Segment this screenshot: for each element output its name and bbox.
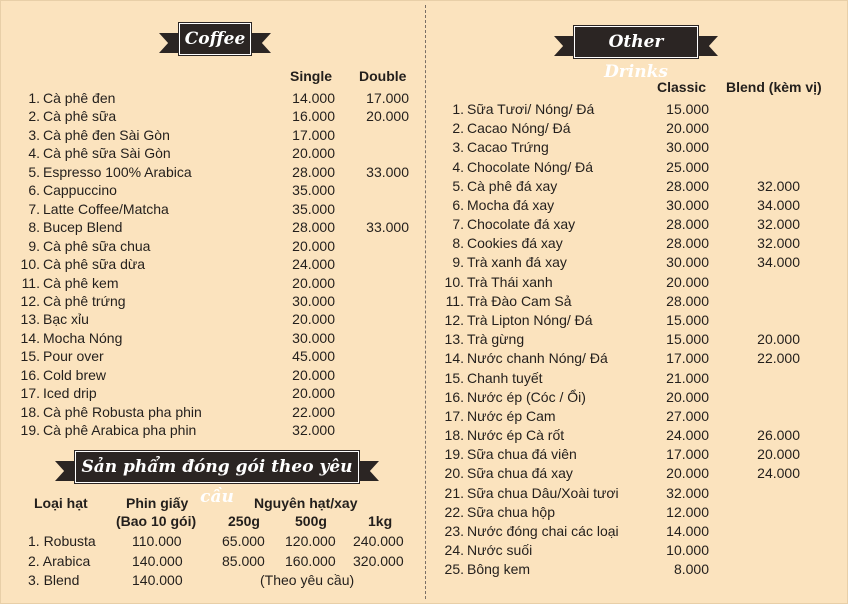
item-name: Mocha đá xay (467, 196, 555, 213)
item-number: 12. (444, 311, 464, 328)
item-price-classic: 20.000 (666, 388, 709, 405)
packaged-row-500g: 160.000 (285, 553, 336, 569)
item-number: 9. (28, 237, 40, 254)
item-number: 2. (452, 120, 464, 137)
item-number: 24. (444, 542, 464, 559)
other-drinks-banner (554, 26, 718, 82)
item-price-blend: 20.000 (757, 446, 800, 463)
item-number: 3. (28, 126, 40, 143)
packaged-col-1kg: 1kg (368, 513, 393, 529)
packaged-title: Sản phẩm đóng gói theo yêu cầu (75, 451, 359, 483)
item-name: Sữa chua đá xay (467, 465, 573, 482)
item-number: 12. (20, 292, 40, 309)
item-name: Nước ép Cam (467, 407, 556, 424)
item-name: Bông kem (467, 561, 531, 578)
item-number: 9. (452, 254, 464, 271)
item-number: 17. (444, 407, 464, 424)
packaged-row-250g: 65.000 (222, 533, 265, 549)
item-price-classic: 14.000 (666, 522, 709, 539)
item-name: Cà phê sữa dừa (43, 256, 146, 273)
item-number: 1. (28, 90, 40, 106)
item-name: Sữa chua đá viên (467, 446, 577, 463)
item-price-classic: 24.000 (666, 427, 709, 444)
packaged-row-250g: 85.000 (222, 553, 265, 569)
item-number: 15. (444, 369, 464, 386)
item-number: 1. (452, 101, 464, 117)
packaged-col-250g: 250g (228, 513, 260, 529)
packaged-row-name: 1. Robusta (28, 533, 96, 549)
item-price-double: 20.000 (366, 108, 409, 125)
item-name: Trà gừng (467, 331, 525, 348)
item-price-classic: 17.000 (666, 446, 709, 463)
item-name: Cà phê đen Sài Gòn (43, 126, 170, 143)
item-price-single: 22.000 (292, 403, 335, 420)
coffee-col-double: Double (359, 68, 407, 84)
packaged-col-filter: Phin giấy (126, 495, 189, 511)
item-number: 19. (444, 446, 464, 463)
item-number: 15. (20, 348, 40, 365)
packaged-col-bean: Nguyên hạt/xay (254, 495, 358, 511)
item-price-classic: 30.000 (666, 196, 709, 213)
item-name: Pour over (43, 348, 104, 365)
packaged-row-note: (Theo yêu cầu) (260, 572, 355, 588)
item-price-single: 28.000 (292, 163, 335, 180)
item-name: Trà Đào Cam Sả (467, 292, 572, 309)
item-number: 23. (444, 522, 464, 539)
item-number: 11. (21, 274, 40, 291)
item-name: Cacao Trứng (467, 139, 549, 156)
item-price-classic: 20.000 (666, 465, 709, 482)
item-name: Nước ép (Cóc / Ổi) (467, 388, 586, 405)
item-price-single: 20.000 (292, 366, 335, 383)
item-price-blend: 32.000 (757, 235, 800, 252)
item-name: Bạc xỉu (43, 311, 89, 328)
packaged-row-name: 2. Arabica (28, 553, 91, 569)
item-number: 20. (444, 465, 464, 482)
item-price-classic: 10.000 (666, 542, 709, 559)
packaged-row-name: 3. Blend (28, 572, 80, 588)
item-price-classic: 21.000 (666, 369, 709, 386)
item-name: Nước ép Cà rốt (467, 427, 565, 444)
item-price-single: 20.000 (292, 274, 335, 291)
packaged-col-filter-sub: (Bao 10 gói) (116, 513, 197, 529)
item-name: Mocha Nóng (43, 329, 123, 346)
item-name: Cà phê kem (43, 274, 119, 291)
item-number: 6. (452, 196, 464, 213)
item-number: 22. (444, 503, 464, 520)
item-price-single: 16.000 (292, 108, 335, 125)
item-price-blend: 34.000 (757, 196, 800, 213)
item-number: 13. (444, 331, 464, 348)
item-name: Cacao Nóng/ Đá (467, 120, 571, 137)
item-price-double: 17.000 (366, 90, 409, 106)
item-price-double: 33.000 (366, 219, 409, 236)
packaged-row-1kg: 240.000 (353, 533, 404, 549)
item-price-single: 30.000 (292, 292, 335, 309)
item-price-single: 20.000 (292, 237, 335, 254)
item-price-single: 24.000 (292, 256, 335, 273)
item-price-classic: 28.000 (666, 177, 709, 194)
item-price-single: 14.000 (292, 90, 335, 106)
item-price-blend: 20.000 (757, 331, 800, 348)
item-number: 10. (20, 256, 40, 273)
item-price-blend: 26.000 (757, 427, 800, 444)
item-number: 10. (444, 273, 464, 290)
item-name: Trà Thái xanh (467, 273, 553, 290)
item-name: Latte Coffee/Matcha (43, 200, 169, 217)
item-price-classic: 15.000 (666, 311, 709, 328)
item-name: Cà phê Robusta pha phin (43, 403, 202, 420)
item-name: Nước đóng chai các loại (467, 522, 619, 539)
item-name: Cà phê sữa chua (43, 237, 151, 254)
item-name: Cà phê Arabica pha phin (43, 422, 197, 439)
item-number: 8. (452, 235, 464, 252)
item-price-single: 17.000 (292, 126, 335, 143)
item-number: 5. (28, 163, 40, 180)
item-number: 8. (28, 219, 40, 236)
item-number: 4. (452, 158, 464, 175)
item-number: 13. (20, 311, 40, 328)
item-price-blend: 32.000 (757, 216, 800, 233)
item-price-single: 45.000 (292, 348, 335, 365)
item-name: Cà phê sữa Sài Gòn (43, 145, 171, 162)
item-price-single: 35.000 (292, 200, 335, 217)
item-name: Chocolate đá xay (467, 216, 576, 233)
item-price-classic: 25.000 (666, 158, 709, 175)
item-number: 6. (28, 182, 40, 199)
other-col-blend: Blend (kèm vị) (726, 79, 822, 95)
item-number: 25. (444, 561, 464, 578)
item-price-single: 28.000 (292, 219, 335, 236)
item-number: 3. (452, 139, 464, 156)
item-price-classic: 27.000 (666, 407, 709, 424)
item-price-single: 20.000 (292, 145, 335, 162)
other-drinks-title: Other Drinks (574, 26, 698, 58)
item-name: Chanh tuyết (467, 369, 543, 386)
item-price-blend: 24.000 (757, 465, 800, 482)
item-price-single: 20.000 (292, 311, 335, 328)
item-number: 14. (20, 329, 40, 346)
item-name: Sữa chua hộp (467, 503, 555, 520)
item-name: Trà Lipton Nóng/ Đá (467, 311, 593, 328)
packaged-row-filter: 110.000 (132, 533, 182, 549)
item-number: 17. (20, 385, 40, 402)
item-number: 18. (444, 427, 464, 444)
item-price-classic: 15.000 (666, 331, 709, 348)
item-price-classic: 20.000 (666, 273, 709, 290)
item-name: Cookies đá xay (467, 235, 563, 252)
item-name: Trà xanh đá xay (467, 254, 567, 271)
item-price-double: 33.000 (366, 163, 409, 180)
item-price-classic: 28.000 (666, 235, 709, 252)
packaged-row-1kg: 320.000 (353, 553, 404, 569)
item-number: 19. (20, 422, 40, 439)
item-price-classic: 28.000 (666, 216, 709, 233)
item-price-classic: 20.000 (666, 120, 709, 137)
item-name: Espresso 100% Arabica (43, 163, 192, 180)
packaged-row-filter: 140.000 (132, 553, 183, 569)
item-price-classic: 8.000 (673, 561, 709, 578)
item-price-blend: 22.000 (757, 350, 800, 367)
item-name: Cà phê đá xay (467, 177, 558, 194)
item-number: 11. (445, 292, 464, 309)
item-name: Nước chanh Nóng/ Đá (467, 350, 608, 367)
item-number: 16. (20, 366, 40, 383)
item-price-classic: 30.000 (666, 254, 709, 271)
item-price-single: 35.000 (292, 182, 335, 199)
item-number: 4. (28, 145, 40, 162)
coffee-col-single: Single (290, 68, 333, 84)
packaged-col-500g: 500g (295, 513, 327, 529)
item-price-classic: 28.000 (666, 292, 709, 309)
item-price-single: 30.000 (292, 329, 335, 346)
packaged-row-500g: 120.000 (285, 533, 336, 549)
item-price-classic: 30.000 (666, 139, 709, 156)
item-price-classic: 17.000 (666, 350, 709, 367)
item-name: Cold brew (43, 366, 107, 383)
item-name: Cà phê trứng (43, 292, 126, 309)
item-name: Cà phê đen (43, 90, 116, 106)
packaged-row-filter: 140.000 (132, 572, 183, 588)
item-name: Chocolate Nóng/ Đá (467, 158, 594, 175)
item-name: Nước suối (467, 542, 533, 559)
item-number: 7. (28, 200, 40, 217)
item-number: 14. (444, 350, 464, 367)
item-price-single: 32.000 (292, 422, 335, 439)
coffee-title: Coffee (179, 23, 251, 55)
item-number: 2. (28, 108, 40, 125)
item-number: 21. (444, 484, 464, 501)
item-name: Iced drip (43, 385, 97, 402)
item-name: Cappuccino (43, 182, 117, 199)
item-price-blend: 32.000 (757, 177, 800, 194)
item-name: Cà phê sữa (43, 108, 117, 125)
column-divider (425, 5, 426, 599)
item-price-single: 20.000 (292, 385, 335, 402)
item-name: Sữa Tươi/ Nóng/ Đá (467, 101, 595, 117)
coffee-banner (159, 23, 271, 57)
item-number: 16. (444, 388, 464, 405)
item-price-classic: 15.000 (666, 101, 709, 117)
packaged-col-type: Loại hạt (34, 495, 88, 511)
item-name: Bucep Blend (43, 219, 123, 236)
item-number: 5. (452, 177, 464, 194)
item-number: 18. (20, 403, 40, 420)
item-name: Sữa chua Dâu/Xoài tươi (467, 484, 619, 501)
item-price-classic: 32.000 (666, 484, 709, 501)
item-price-classic: 12.000 (666, 503, 709, 520)
other-col-classic: Classic (657, 79, 707, 95)
item-number: 7. (452, 216, 464, 233)
item-price-blend: 34.000 (757, 254, 800, 271)
